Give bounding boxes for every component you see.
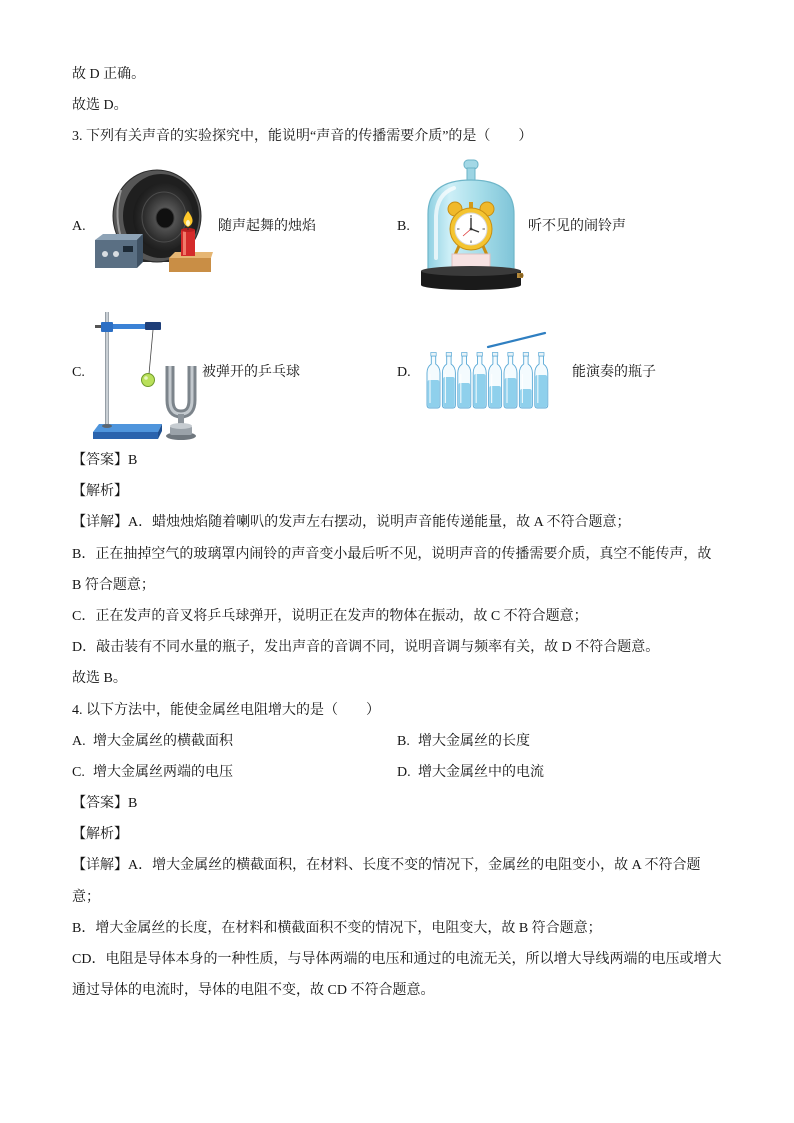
- q4-explanation-line: 【详解】A．增大金属丝的横截面积，在材料、长度不变的情况下，金属丝的电阻变小，故 A 不符合题: [72, 858, 701, 874]
- device-knob: [102, 251, 108, 257]
- water-bottles-icon: [424, 328, 552, 412]
- q4-option-d-text: 增大金属丝中的电流: [418, 764, 544, 780]
- q3-option-b-caption: 听不见的闹铃声: [528, 219, 626, 234]
- q3-conclusion: 故选 B。: [72, 671, 127, 687]
- q4-option-c-letter: C.: [72, 764, 85, 780]
- q3-explanation-line: C．正在发声的音叉将乒乓球弹开，说明正在发声的物体在振动，故 C 不符合题意；: [72, 608, 588, 624]
- striking-stick: [488, 333, 545, 347]
- q4-option-d-letter: D.: [397, 764, 411, 780]
- bottle: [489, 353, 502, 409]
- jar-plate-top: [421, 266, 521, 276]
- q4-stem: 4. 以下方法中，能使金属丝电阻增大的是（ ）: [72, 702, 380, 718]
- bottle-cap: [477, 353, 482, 357]
- previous-choice-line: 故选 D。: [72, 98, 128, 114]
- stand-rod-foot: [102, 424, 112, 428]
- bell-jar-clock-icon: [418, 158, 524, 294]
- clock-center: [470, 228, 473, 231]
- answers-block: [72, 445, 752, 1006]
- bottle-row: [427, 353, 548, 409]
- jar-plate-bottom: [421, 280, 521, 290]
- bottle-cap: [431, 353, 436, 357]
- q3-stem: 3. 下列有关声音的实验探究中，能说明“声音的传播需要介质”的是（ ）: [72, 129, 533, 145]
- q4-explanation-line: 意；: [72, 889, 100, 905]
- q4-options-row: [72, 757, 752, 788]
- q4-option-d: [397, 757, 722, 788]
- q4-option-a: [72, 726, 397, 757]
- q3-option-b-letter: B.: [397, 219, 410, 234]
- tuning-fork: [170, 366, 192, 414]
- q4-option-a-text: 增大金属丝的横截面积: [93, 733, 233, 749]
- pendulum-string: [149, 330, 153, 374]
- q3-answer: 【答案】B: [72, 453, 138, 468]
- candle-flame-core: [186, 220, 190, 226]
- q4-option-c-text: 增大金属丝两端的电压: [93, 764, 233, 780]
- q4-options-row: [72, 726, 752, 757]
- bottle: [535, 353, 548, 409]
- page-top-block: [72, 59, 752, 153]
- bottle: [458, 353, 471, 409]
- bottle-cap: [462, 353, 467, 357]
- bottle-cap: [539, 353, 544, 357]
- q4-answer: 【答案】B: [72, 796, 138, 812]
- stand-clamp-screw: [95, 325, 101, 328]
- q3-option-d-caption: 能演奏的瓶子: [572, 365, 656, 380]
- bottle-cap: [492, 353, 497, 357]
- q3-option-d-letter: D.: [397, 365, 411, 380]
- ping-pong-ball: [142, 374, 155, 387]
- candle-highlight: [183, 231, 186, 255]
- q3-explanation-line: 【详解】A．蜡烛烛焰随着喇叭的发声左右摆动，说明声音能传递能量，故 A 不符合题意；: [72, 515, 631, 531]
- jar-neck: [467, 168, 475, 181]
- q3-option-a-letter: A.: [72, 219, 86, 234]
- device-display: [123, 246, 133, 252]
- stand-clamp: [101, 322, 113, 332]
- q4-explanation-line: 通过导体的电流时，导体的电阻不变，故 CD 不符合题意。: [72, 983, 435, 999]
- q4-option-a-letter: A.: [72, 733, 86, 749]
- speaker-dust-cap: [156, 208, 174, 228]
- bottle-cap: [446, 353, 451, 357]
- q4-analysis-heading: 【解析】: [72, 827, 128, 843]
- q3-explanation-line: D．敲击装有不同水量的瓶子，发出声音的音调不同，说明音调与频率有关，故 D 不符合题意。: [72, 640, 660, 656]
- stand-arm: [113, 324, 147, 329]
- bottle: [519, 353, 532, 409]
- device-knob: [113, 251, 119, 257]
- q3-analysis-heading: 【解析】: [72, 484, 128, 500]
- previous-conclusion-line: 故 D 正确。: [72, 67, 146, 82]
- bottle: [504, 353, 517, 409]
- wood-block-front: [169, 258, 211, 272]
- q3-option-a-caption: 随声起舞的烛焰: [218, 219, 316, 234]
- q3-option-c-caption: 被弹开的乒乓球: [202, 365, 300, 380]
- bottle: [427, 353, 440, 409]
- q4-explanation-line: CD．电阻是导体本身的一种性质，与导体两端的电压和通过的电流无关，所以增大导线两端的电压或增大: [72, 952, 722, 967]
- speaker-candle-icon: [95, 168, 213, 276]
- device-side: [137, 234, 143, 268]
- q4-option-b: [397, 726, 722, 757]
- ball-highlight: [144, 376, 148, 380]
- bottle: [442, 353, 455, 409]
- q4-option-c: [72, 757, 397, 788]
- q4-option-b-letter: B.: [397, 733, 410, 749]
- q3-explanation-line: B 符合题意；: [72, 577, 155, 593]
- q4-explanation-line: B．增大金属丝的长度，在材料和横截面积不变的情况下，电阻变大，故 B 符合题意；: [72, 920, 602, 936]
- stand-base-front: [93, 432, 158, 439]
- bottle-cap: [523, 353, 528, 357]
- air-nozzle-tip: [520, 274, 524, 278]
- clock-pad: [452, 254, 490, 268]
- q4-option-b-text: 增大金属丝的长度: [418, 733, 530, 749]
- bottle: [473, 353, 486, 409]
- q3-explanation-line: B．正在抽掉空气的玻璃罩内闹铃的声音变小最后听不见，说明声音的传播需要介质，真空不能传声，故: [72, 546, 712, 562]
- bottle-cap: [508, 353, 513, 357]
- q3-option-c-letter: C.: [72, 365, 85, 380]
- tuning-fork-base-top: [170, 423, 192, 429]
- stand-arm-end: [145, 322, 161, 330]
- tuning-fork-ball-icon: [90, 302, 204, 444]
- device-top: [95, 234, 143, 240]
